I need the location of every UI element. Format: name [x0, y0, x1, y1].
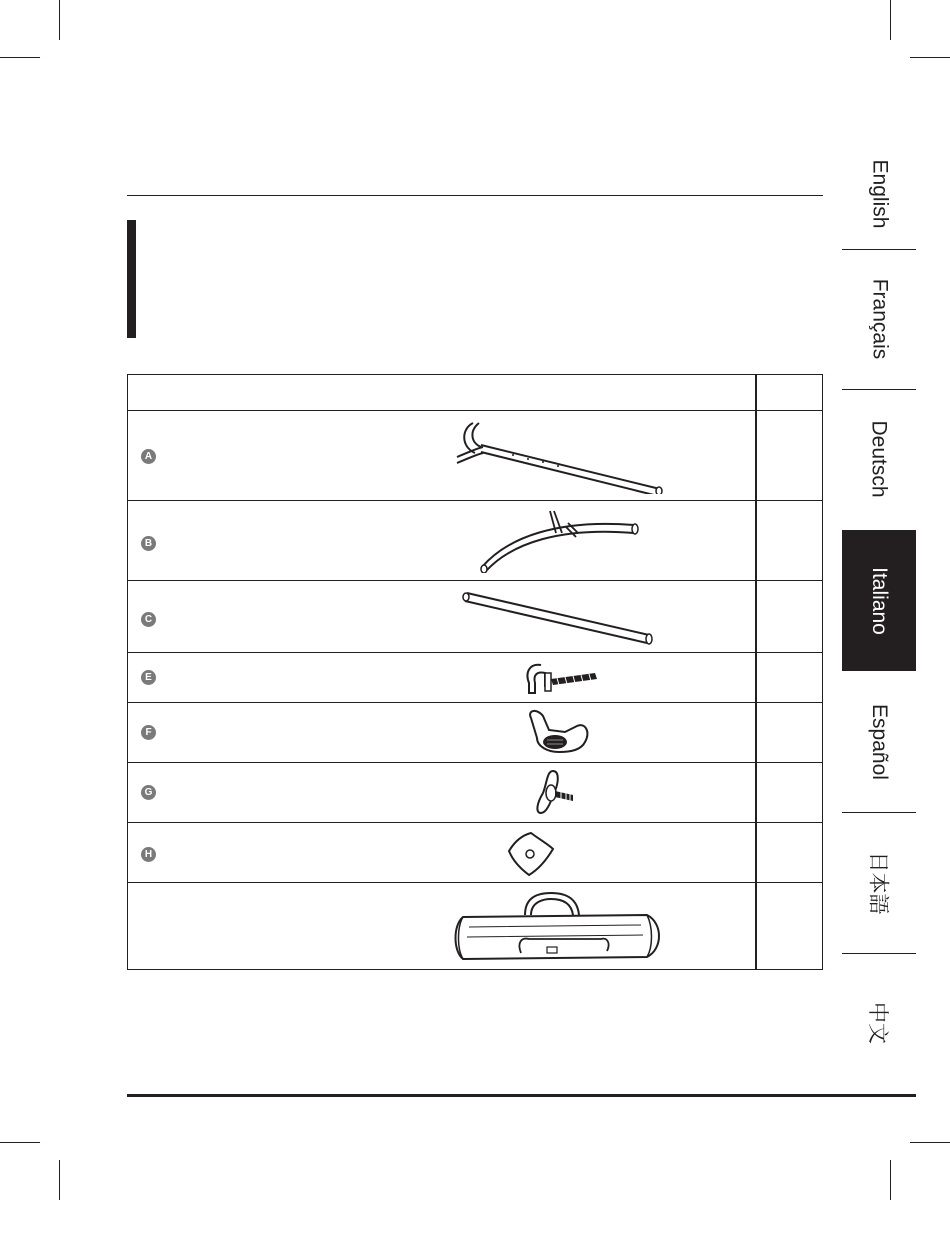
- section-marker-bar: [127, 220, 136, 338]
- lang-tab-espanol[interactable]: [842, 672, 916, 811]
- table-row: [128, 500, 822, 580]
- part-letter-badge: H: [141, 847, 156, 862]
- wing-nut-icon: [525, 708, 593, 758]
- table-row: [128, 882, 822, 970]
- lang-tab-label: Deutsch: [868, 420, 892, 498]
- crop-mark: [59, 1160, 60, 1200]
- table-row: [128, 822, 822, 882]
- lang-tab-label: Italiano: [868, 566, 891, 635]
- part-letter-badge: B: [141, 536, 156, 551]
- crop-mark: [890, 1160, 891, 1200]
- crop-mark: [0, 57, 40, 58]
- lang-tab-francais[interactable]: [842, 250, 916, 388]
- crop-mark: [59, 0, 60, 40]
- table-row: [128, 410, 822, 500]
- lang-tab-english[interactable]: [842, 140, 916, 248]
- part-letter-badge: E: [141, 670, 156, 685]
- table-row: [128, 702, 822, 762]
- lang-tab-italiano[interactable]: [842, 530, 916, 671]
- lang-tab-label: Français: [868, 278, 891, 360]
- part-letter-badge: G: [141, 785, 156, 800]
- crop-mark: [0, 1142, 40, 1143]
- square-washer-icon: [505, 829, 557, 879]
- footer-rule: [127, 1094, 916, 1097]
- crop-mark: [890, 0, 891, 40]
- lang-tab-deutsch[interactable]: [842, 390, 916, 528]
- part-letter-badge: C: [141, 612, 156, 627]
- table-row: [128, 580, 822, 652]
- table-row: [128, 652, 822, 702]
- lang-tab-label: Español: [868, 703, 892, 780]
- curved-bar-icon: [478, 507, 643, 573]
- lang-tab-chinese[interactable]: [842, 954, 916, 1092]
- crop-mark: [910, 57, 950, 58]
- carry-bag-icon: [451, 887, 669, 967]
- hook-pole-icon: [453, 419, 668, 494]
- table-row: [128, 762, 822, 822]
- part-letter-badge: A: [141, 449, 156, 464]
- thumb-screw-icon: [533, 769, 583, 817]
- lang-tab-japanese[interactable]: [842, 813, 916, 952]
- parts-table: [127, 374, 823, 970]
- header-rule: [127, 195, 823, 196]
- lang-tab-label: 中文: [866, 1002, 889, 1044]
- straight-pole-icon: [461, 589, 656, 647]
- lang-tab-label: 日本語: [866, 851, 889, 914]
- part-letter-badge: F: [141, 725, 156, 740]
- crop-mark: [910, 1142, 950, 1143]
- clamp-bolt-icon: [523, 659, 603, 697]
- lang-tab-label: English: [867, 159, 891, 229]
